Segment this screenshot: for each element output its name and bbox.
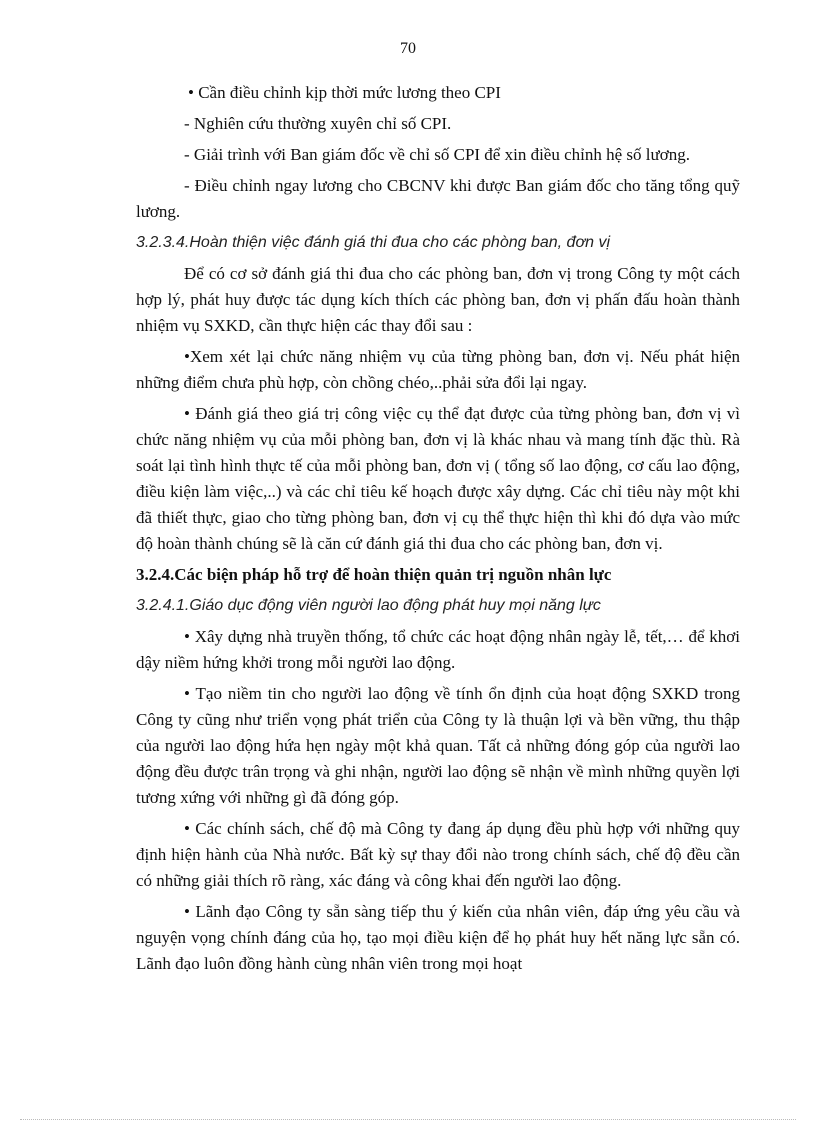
bullet-paragraph: • Xây dựng nhà truyền thống, tổ chức các hoạt động nhân ngày lễ, tết,… để khơi dậy niềm hứng khởi trong mỗi người lao động.: [136, 627, 740, 672]
dash-item: - Điều chỉnh ngay lương cho CBCNV khi được Ban giám đốc cho tăng tổng quỹ lương.: [136, 176, 740, 221]
section-heading-3-2-4-1: 3.2.4.1.Giáo dục động viên người lao động phát huy mọi năng lực: [136, 597, 601, 614]
dash-item: - Nghiên cứu thường xuyên chỉ số CPI.: [184, 114, 452, 133]
bullet-paragraph: • Các chính sách, chế độ mà Công ty đang áp dụng đều phù hợp với những quy định hiện hành của Nhà nước. Bất kỳ sự thay đổi nào trong chính sách, chế độ đều cần có những giải thích rõ ràng, xác đáng và công khai đến người lao động.: [136, 819, 740, 890]
dash-item: [136, 142, 740, 168]
page-number: 70: [400, 40, 416, 57]
bullet-paragraph: • Đánh giá theo giá trị công việc cụ thể đạt được của từng phòng ban, đơn vị vì chức năng nhiệm vụ của mỗi phòng ban, đơn vị là khác nhau và mang tính đặc thù. Rà soát lại tình hình thực tế của mỗi phòng ban, đơn vị ( tổng số lao động, cơ cấu lao động, điều kiện làm việc,..) và các chỉ tiêu kế hoạch được xây dựng. Các chỉ tiêu này một khi đã thiết thực, giao cho từng phòng ban, đơn vị cụ thể thực hiện thì khi đó dựa vào mức độ hoàn thành chúng sẽ là căn cứ đánh giá thi đua cho các phòng ban, đơn vị.: [136, 404, 740, 553]
paragraph: Để có cơ sở đánh giá thi đua cho các phòng ban, đơn vị trong Công ty một cách hợp lý, phát huy được tác dụng kích thích các phòng ban, đơn vị phấn đấu hoàn thành nhiệm vụ SXKD, cần thực hiện các thay đổi sau :: [136, 264, 740, 335]
page-body: [136, 80, 740, 977]
bullet-paragraph: • Lãnh đạo Công ty sẵn sàng tiếp thu ý kiến của nhân viên, đáp ứng yêu cầu và nguyện vọng chính đáng của họ, tạo mọi điều kiện để họ phát huy hết năng lực sẵn có. Lãnh đạo luôn đồng hành cùng nhân viên trong mọi hoạt: [136, 902, 740, 973]
section-heading-3-2-4: 3.2.4.Các biện pháp hỗ trợ để hoàn thiện quản trị nguồn nhân lực: [136, 565, 612, 584]
bullet-paragraph: • Tạo niềm tin cho người lao động về tính ổn định của hoạt động SXKD trong Công ty cũng như triển vọng phát triển của Công ty là thuận lợi và bền vững, thu thập của người lao động hứa hẹn ngày một khả quan. Tất cả những đóng góp của người lao động đều được trân trọng và ghi nhận, người lao động sẽ nhận về mình những quyền lợi tương xứng với những gì đã đóng góp.: [136, 684, 740, 807]
bullet-item: • Cần điều chỉnh kịp thời mức lương theo CPI: [188, 83, 501, 102]
bullet-paragraph: •Xem xét lại chức năng nhiệm vụ của từng phòng ban, đơn vị. Nếu phát hiện những điểm chưa phù hợp, còn chồng chéo,..phải sửa đổi lại ngay.: [136, 347, 740, 392]
dash-item-text: - Giải trình với Ban giám đốc về chỉ số CPI để xin điều chỉnh hệ số lương.: [184, 145, 690, 164]
section-heading-3-2-3-4: 3.2.3.4.Hoàn thiện việc đánh giá thi đua cho các phòng ban, đơn vị: [136, 234, 611, 251]
page-bottom-rule: [20, 1119, 796, 1120]
